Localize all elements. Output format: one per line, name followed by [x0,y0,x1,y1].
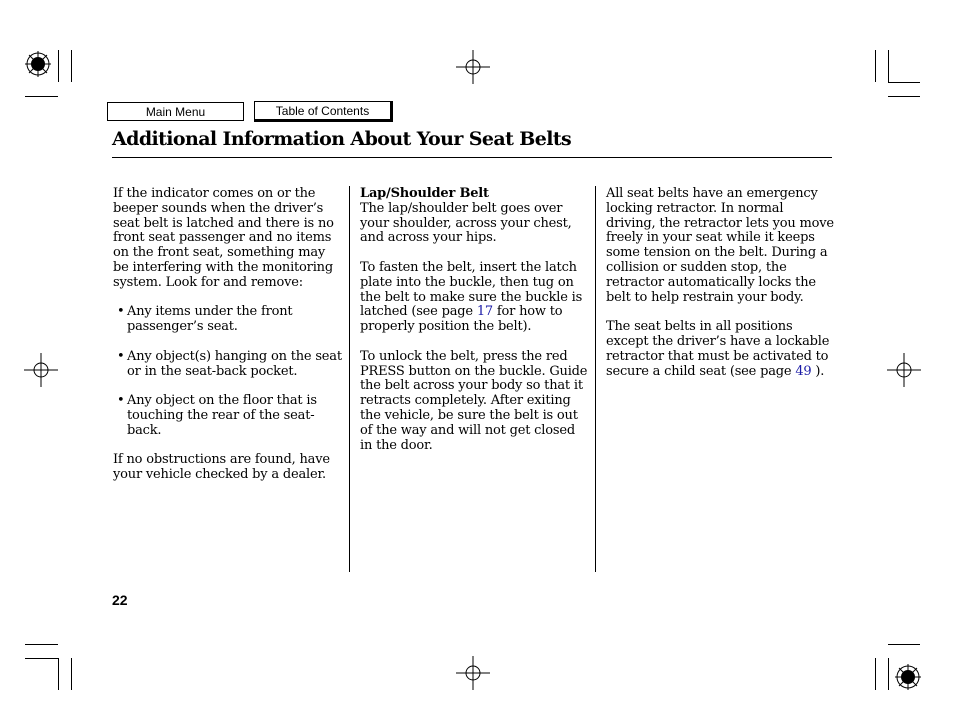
crop-mark [888,50,889,82]
page-title: Additional Information About Your Seat Belts [112,128,572,150]
registration-target-icon [22,48,58,84]
crop-mark [25,658,58,659]
crosshair-icon [456,656,490,690]
bullet-icon: • [117,393,125,409]
paragraph-text: The seat belts in all positions except the driver’s have a lockable retractor that must be activated to secure a child seat (see page [606,319,830,379]
list-item-text: Any object(s) hanging on the seat or in the seat-back pocket. [127,348,342,379]
list-item [113,350,343,380]
crop-mark [888,96,920,97]
crop-mark [58,658,59,690]
paragraph [606,320,836,379]
crop-mark [25,96,58,97]
paragraph: To unlock the belt, press the red PRESS button on the buckle. Guide the belt across your body so that it retracts completely. After exiting the vehicle, be sure the belt is out of the way and will not get closed in the door. [360,348,588,453]
crop-mark [888,82,920,83]
page-number: 22 [112,592,128,608]
bullet-icon: • [117,304,125,320]
column-2 [360,187,588,468]
paragraph: All seat belts have an emergency locking retractor. In normal driving, the retractor lets you move freely in your seat while it keeps some tension on the belt. During a collision or sudden stop, the retractor automatically locks the belt to help restrain your body. [606,186,834,305]
list-item-text: Any items under the front passenger’s seat. [127,304,293,335]
page-link-49[interactable]: 49 [795,363,812,379]
crop-mark [888,658,889,690]
paragraph-text: To fasten the belt, insert the latch plate into the buckle, then tug on the belt to make sure the buckle is latched (see page [360,259,583,320]
list-item [113,305,343,335]
table-of-contents-button[interactable]: Table of Contents [254,101,393,122]
column-3 [606,187,836,394]
crop-mark [875,658,876,690]
crop-mark [875,50,876,82]
closing-paragraph: If no obstructions are found, have your vehicle checked by a dealer. [113,452,330,483]
paragraph-text: for how to properly position the belt). [360,304,563,335]
title-rule [112,157,832,158]
column-1 [113,187,343,498]
crop-mark [71,658,72,690]
section-heading: Lap/Shoulder Belt [360,186,489,201]
column-divider-1 [349,186,350,572]
crosshair-icon [24,353,58,387]
crop-mark [71,50,72,82]
bullet-icon: • [117,348,125,364]
list-item [113,394,343,438]
list-item-text: Any object on the floor that is touching the rear of the seat-back. [127,393,317,438]
paragraph [360,261,588,335]
crosshair-icon [887,353,921,387]
crosshair-icon [456,50,490,84]
main-menu-button[interactable]: Main Menu [107,102,244,121]
column-divider-2 [595,186,596,572]
paragraph: The lap/shoulder belt goes over your shoulder, across your chest, and across your hips. [360,200,572,246]
registration-target-icon [893,662,925,694]
crop-mark [888,644,920,645]
intro-paragraph: If the indicator comes on or the beeper sounds when the driver’s seat belt is latched and there is no front seat passenger and no items on the front seat, something may be interfering with the monitoring system. Look for and remove: [113,186,334,290]
crop-mark [25,644,58,645]
paragraph-text: ). [811,363,825,379]
page-link-17[interactable]: 17 [476,304,493,320]
crop-mark [58,50,59,82]
